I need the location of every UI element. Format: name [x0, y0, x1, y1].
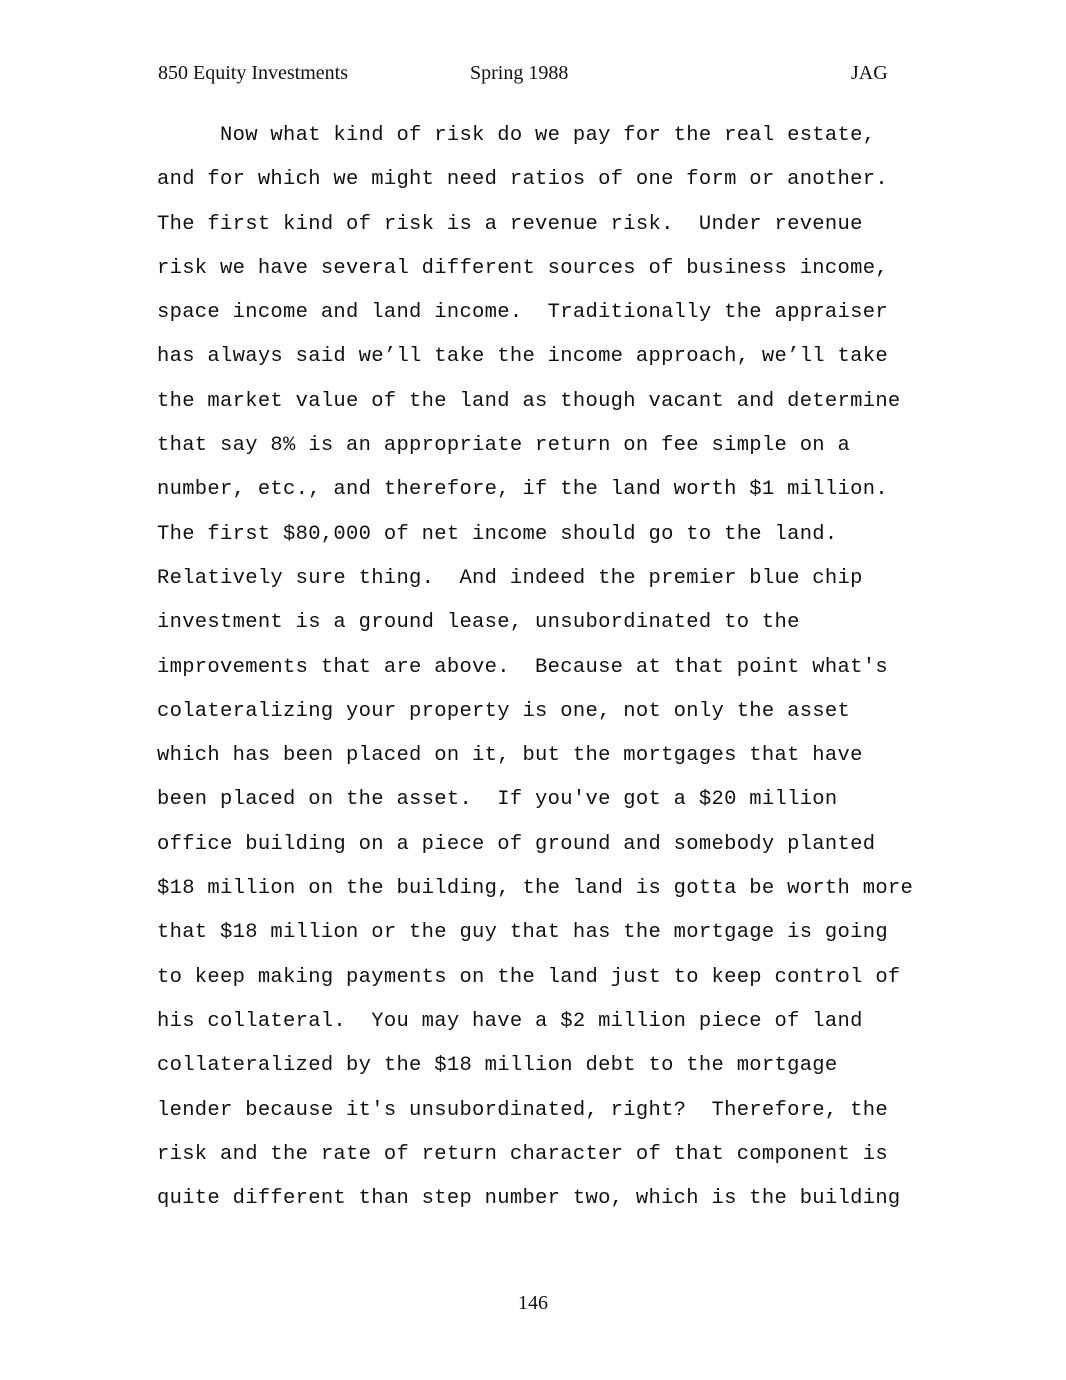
text-line: his collateral. You may have a $2 million piece of land [157, 1009, 863, 1033]
text-line: collateralized by the $18 million debt to the mortgage [157, 1054, 838, 1078]
text-line: risk and the rate of return character of that component is [157, 1142, 888, 1166]
text-line: Relatively sure thing. And indeed the premier blue chip [157, 566, 863, 590]
text-line: investment is a ground lease, unsubordinated to the [157, 611, 800, 635]
text-line: $18 million on the building, the land is gotta be worth more [157, 877, 914, 901]
text-line: risk we have several different sources of business income, [157, 256, 888, 280]
text-line: space income and land income. Traditionally the appraiser [157, 301, 888, 325]
header-course: 850 Equity Investments [158, 62, 348, 84]
transcript-body [157, 118, 947, 1225]
text-line: number, etc., and therefore, if the land worth $1 million. [157, 478, 888, 502]
text-line: improvements that are above. Because at that point what's [157, 655, 888, 679]
text-line: office building on a piece of ground and somebody planted [157, 832, 876, 856]
page-header [0, 62, 1066, 92]
text-line: The first kind of risk is a revenue risk. Under revenue [157, 212, 863, 236]
text-line: the market value of the land as though vacant and determine [157, 389, 901, 413]
text-line: has always said we’ll take the income approach, we’ll take [157, 345, 888, 369]
text-line: The first $80,000 of net income should go to the land. [157, 522, 838, 546]
page-number: 146 [518, 1292, 548, 1314]
text-line: and for which we might need ratios of one form or another. [157, 168, 888, 192]
text-line: quite different than step number two, which is the building [157, 1187, 901, 1211]
text-line: Now what kind of risk do we pay for the real estate, [157, 124, 876, 147]
text-line: that say 8% is an appropriate return on fee simple on a [157, 434, 851, 458]
text-line: which has been placed on it, but the mortgages that have [157, 744, 863, 768]
text-line: lender because it's unsubordinated, right? Therefore, the [157, 1098, 888, 1122]
text-line: to keep making payments on the land just to keep control of [157, 965, 901, 989]
text-line: that $18 million or the guy that has the mortgage is going [157, 921, 888, 945]
text-line: colateralizing your property is one, not only the asset [157, 699, 851, 723]
header-term: Spring 1988 [470, 62, 569, 84]
text-line: been placed on the asset. If you've got a $20 million [157, 788, 838, 812]
header-initials: JAG [851, 62, 888, 84]
